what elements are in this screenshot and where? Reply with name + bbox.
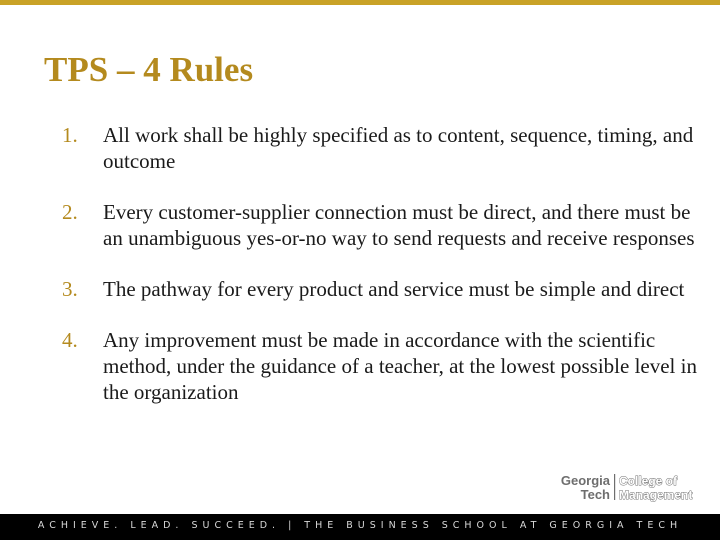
rule-item [62, 276, 702, 302]
rule-text: Any improvement must be made in accordance with the scientific method, under the guidance of a teacher, at the lowest possible level in the organization [103, 328, 697, 404]
logo-line2-left: Tech [580, 487, 610, 502]
logo-line2-right: Management [619, 488, 693, 502]
rule-item [62, 122, 702, 174]
footer-tagline: ACHIEVE. LEAD. SUCCEED. | THE BUSINESS SCHOOL AT GEORGIA TECH [37, 520, 683, 531]
slide-title: TPS – 4 Rules [44, 50, 254, 89]
georgia-tech-logo [540, 472, 718, 502]
rule-number: 3. [62, 277, 78, 301]
rule-text: Every customer-supplier connection must be direct, and there must be an unambiguous yes-or-no way to send requests and receive responses [103, 200, 695, 250]
rule-number: 4. [62, 328, 78, 352]
rule-text: The pathway for every product and service must be simple and direct [103, 277, 685, 301]
rule-item [62, 199, 702, 251]
logo-divider [614, 474, 615, 500]
rule-item [62, 327, 702, 405]
logo-line1-right: College of [619, 474, 678, 488]
footer-bar [0, 514, 720, 540]
logo-line1-left: Georgia [560, 473, 610, 488]
rule-text: All work shall be highly specified as to content, sequence, timing, and outcome [103, 123, 694, 173]
rule-number: 2. [62, 200, 78, 224]
rules-list [62, 122, 702, 405]
rule-number: 1. [62, 123, 78, 147]
top-accent-bar [0, 0, 720, 5]
